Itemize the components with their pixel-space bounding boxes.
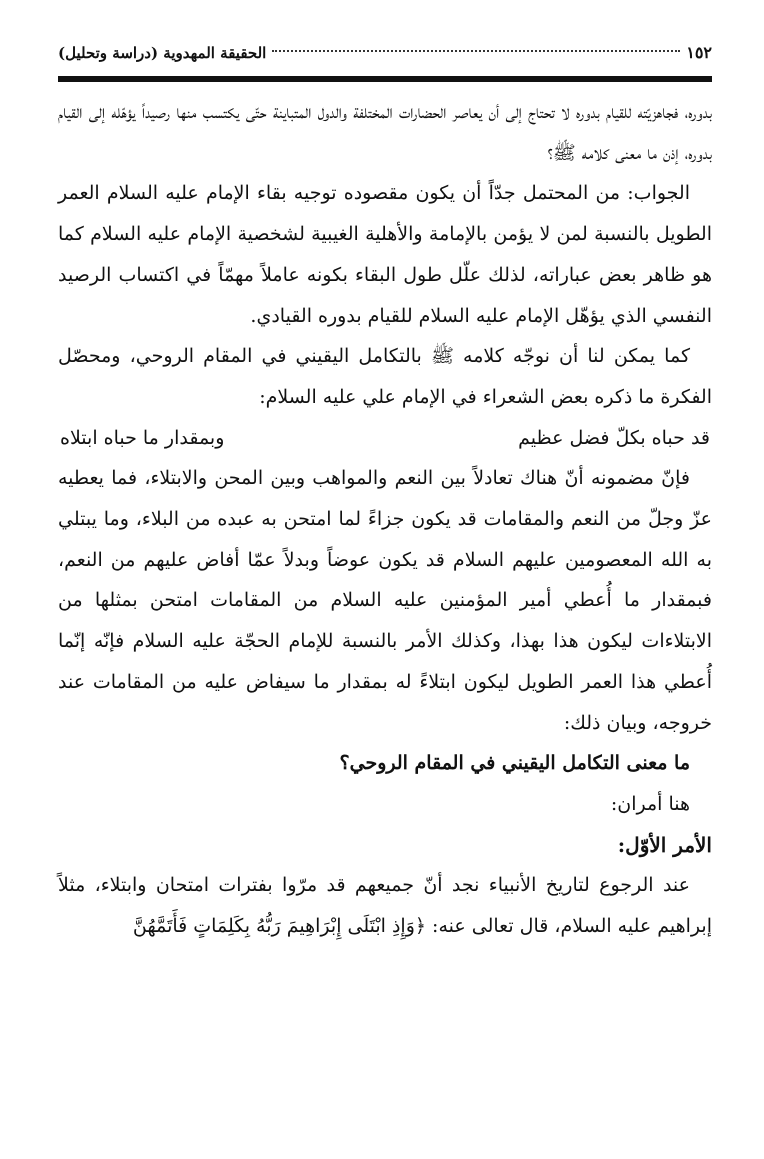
body-text	[58, 92, 712, 947]
paragraph-answer: الجواب: من المحتمل جدّاً أن يكون مقصوده توجيه بقاء الإمام عليه السلام العمر الطويل بالنسبة لمن لا يؤمن بالإمامة والأهلية الغيبية لشخصية الإمام عليه السلام كما هو ظاهر بعض عباراته، لذلك علّل طول البقاء بكونه عاملاً مهمّاً في اكتساب الرصيد النفسي الذي يؤهّل الإمام عليه السلام للقيام بدوره القيادي.	[58, 182, 712, 327]
book-page	[58, 40, 712, 947]
leader-dots	[272, 50, 680, 52]
running-head	[58, 40, 712, 66]
poem-second-hemistich: وبمقدار ما حباه ابتلاه	[60, 426, 225, 449]
poem-verse	[58, 418, 712, 459]
book-title: الحقيقة المهدوية (دراسة وتحليل)	[58, 44, 267, 62]
first-matter-heading: الأمر الأوّل:	[617, 832, 712, 857]
header-rule	[58, 76, 712, 82]
two-matters-line: هنا أمران:	[610, 792, 690, 815]
page-number: ١٥٢	[686, 43, 712, 62]
poem-first-hemistich: قد حباه بكلّ فضل عظيم	[518, 426, 710, 449]
question-line: ما معنى التكامل اليقيني في المقام الروحي؟	[339, 752, 690, 775]
paragraph-continuation: بدوره، فجاهزيّته للقيام بدوره لا تحتاج إلى أن يعاصر الحضارات المختلفة والدول المتباينة حتّى يكتسب منها رصيداً يؤهّله إلى القيام بدوره، إذن ما معنى كلامه ﷺ؟	[58, 101, 712, 164]
paragraph-prophets: عند الرجوع لتاريخ الأنبياء نجد أنّ جميعهم قد مرّوا بفترات امتحان وابتلاء، مثلاً إبراهيم عليه السلام، قال تعالى عنه: ﴿وَإِذِ ابْتَلَى إِبْرَاهِيمَ رَبُّهُ بِكَلِمَاتٍ فَأَتَمَّهُنَّ	[58, 874, 712, 938]
paragraph-spiritual: كما يمكن لنا أن نوجّه كلامه ﷺ بالتكامل اليقيني في المقام الروحي، ومحصّل الفكرة ما ذكره بعض الشعراء في الإمام علي عليه السلام:	[58, 345, 712, 408]
paragraph-balance: فإنّ مضمونه أنّ هناك تعادلاً بين النعم والمواهب وبين المحن والابتلاء، فما يعطيه عزّ وجلّ من النعم والمقامات قد يكون جزاءً لما امتحن به عبده من البلاء، وما يبتلي به الله المعصومين عليهم السلام قد يكون عوضاً وبدلاً عمّا أفاض عليهم من النعم، فبمقدار ما أُعطي أمير المؤمنين عليه السلام من المقامات امتحن بمثلها من الابتلاءات ليكون هذا بهذا، وكذلك الأمر بالنسبة للإمام الحجّة عليه السلام فإنّه إنّما أُعطي هذا العمر الطويل ليكون ابتلاءً له بمقدار ما سيفاض عليه من المقامات عند خروجه، وبيان ذلك:	[58, 467, 712, 734]
